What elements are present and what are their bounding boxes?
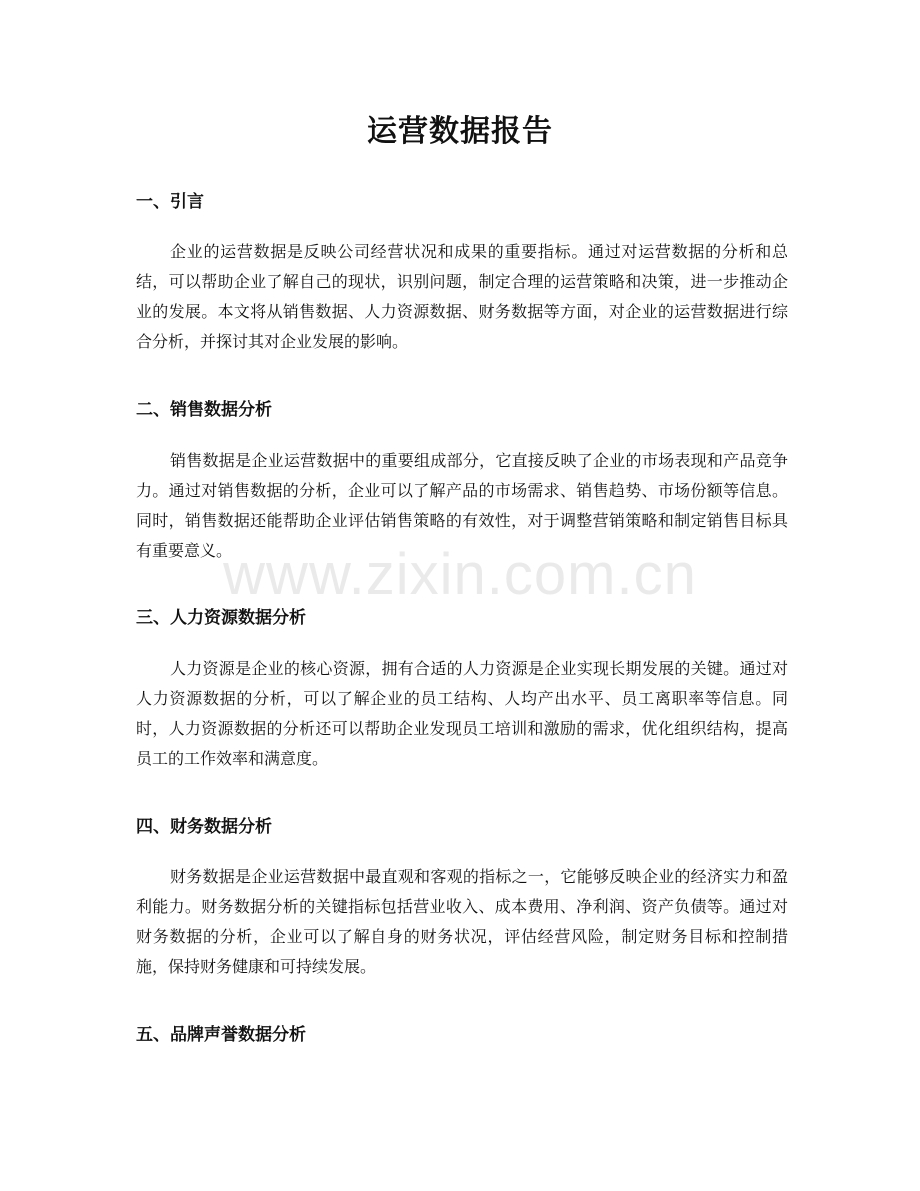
section-paragraph-hr: 人力资源是企业的核心资源，拥有合适的人力资源是企业实现长期发展的关键。通过对人力资源数据的分析，可以了解企业的员工结构、人均产出水平、员工离职率等信息。同时，人力资源数据的分析还可以帮助企业发现员工培训和激励的需求，优化组织结构，提高员工的工作效率和满意度。 [136, 659, 788, 768]
section-paragraph-intro: 企业的运营数据是反映公司经营状况和成果的重要指标。通过对运营数据的分析和总结，可以帮助企业了解自己的现状，识别问题，制定合理的运营策略和决策，进一步推动企业的发展。本文将从销售数据、人力资源数据、财务数据等方面，对企业的运营数据进行综合分析，并探讨其对企业发展的影响。 [136, 242, 788, 351]
section-heading-brand: 五、品牌声誉数据分析 [136, 1025, 306, 1045]
section-paragraph-finance: 财务数据是企业运营数据中最直观和客观的指标之一，它能够反映企业的经济实力和盈利能力。财务数据分析的关键指标包括营业收入、成本费用、净利润、资产负债等。通过对财务数据的分析，企业可以了解自身的财务状况，评估经营风险，制定财务目标和控制措施，保持财务健康和可持续发展。 [136, 867, 788, 976]
page-title: 运营数据报告 [367, 114, 553, 149]
section-heading-hr: 三、人力资源数据分析 [136, 608, 306, 628]
watermark: www.zixin.com.cn [223, 542, 697, 607]
section-heading-finance: 四、财务数据分析 [136, 817, 272, 837]
section-heading-intro: 一、引言 [136, 192, 204, 212]
section-paragraph-sales: 销售数据是企业运营数据中的重要组成部分，它直接反映了企业的市场表现和产品竞争力。通过对销售数据的分析，企业可以了解产品的市场需求、销售趋势、市场份额等信息。同时，销售数据还能帮助企业评估销售策略的有效性，对于调整营销策略和制定销售目标具有重要意义。 [136, 451, 788, 560]
section-heading-sales: 二、销售数据分析 [136, 400, 272, 420]
